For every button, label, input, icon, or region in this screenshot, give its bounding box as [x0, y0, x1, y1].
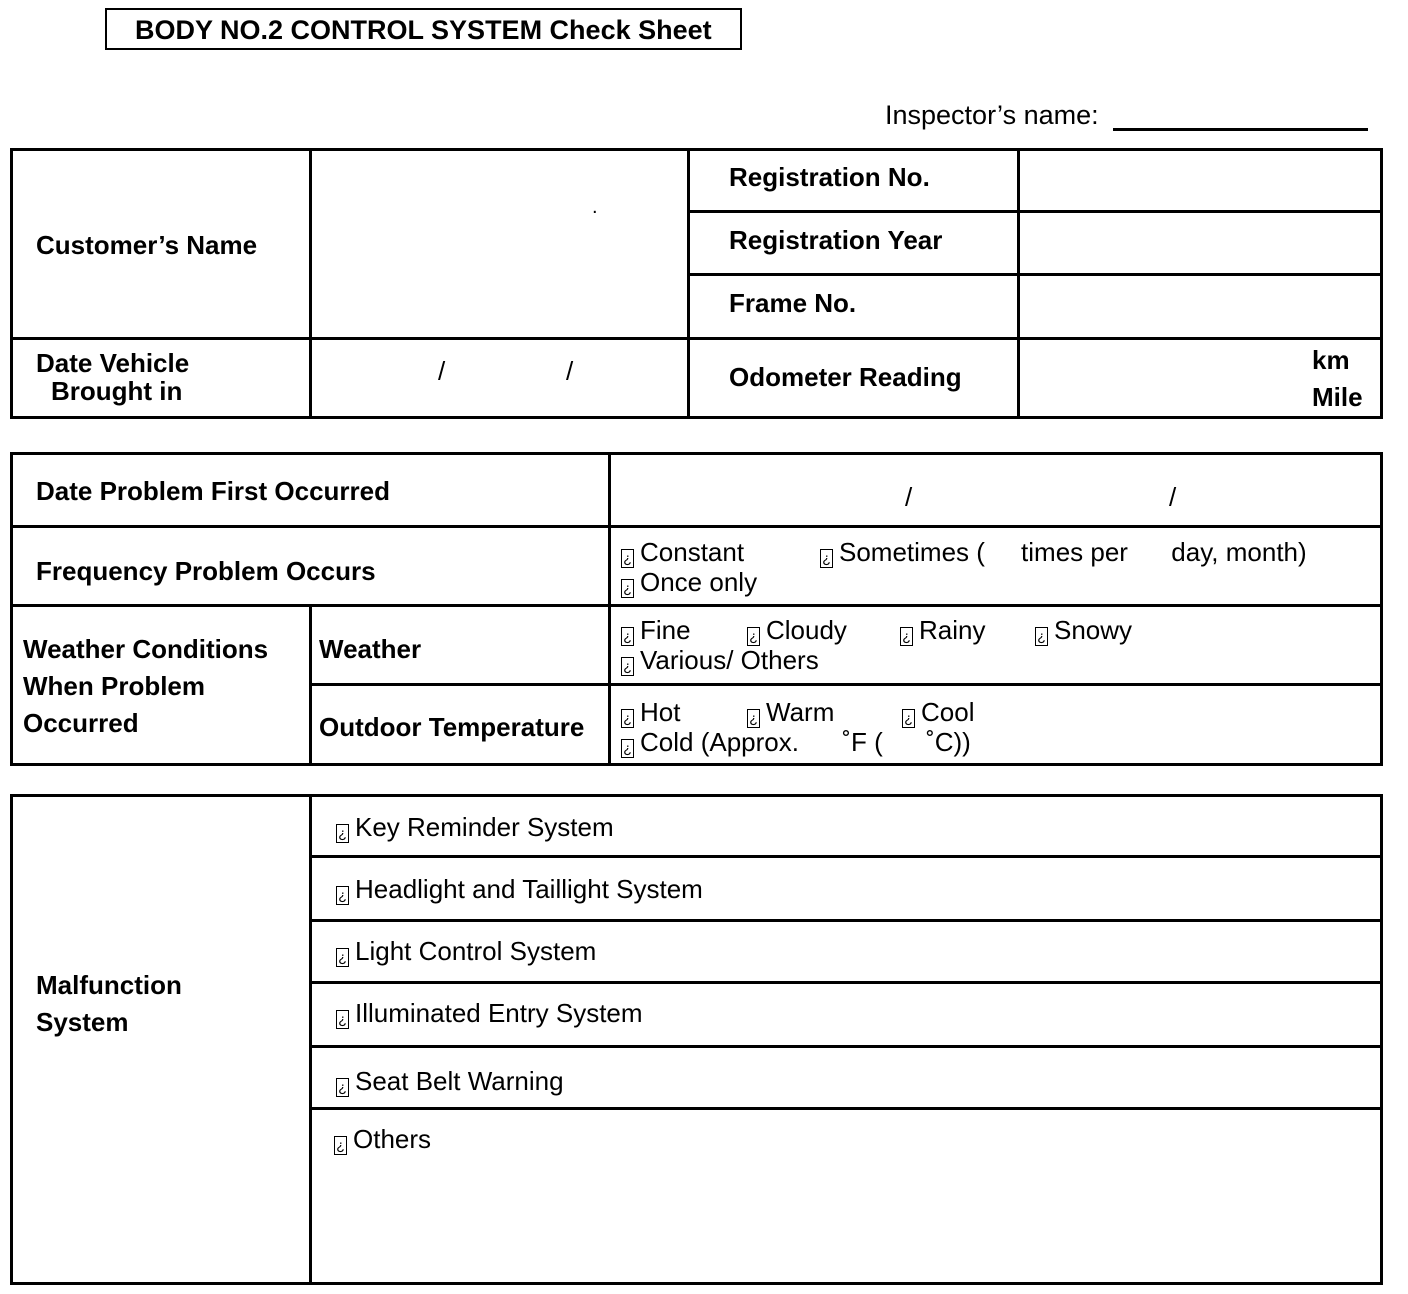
divider	[1017, 148, 1020, 419]
weather-conditions-line1: Weather Conditions	[23, 634, 269, 664]
inspector-label: Inspector’s name:	[885, 100, 1099, 130]
odometer-unit-km: km	[1312, 345, 1350, 375]
checkbox-icon[interactable]: ¿	[621, 627, 634, 646]
date-brought-line2: Brought in	[51, 376, 183, 406]
system-label: Illuminated Entry System	[355, 998, 643, 1028]
outdoor-temp-label: Outdoor Temperature	[319, 712, 585, 742]
checkbox-icon[interactable]: ¿	[334, 1136, 347, 1155]
weather-conditions-line2: When Problem	[23, 671, 206, 701]
date-brought-line1: Date Vehicle	[36, 348, 190, 378]
checkbox-icon[interactable]: ¿	[621, 579, 634, 598]
checkbox-icon[interactable]: ¿	[820, 549, 833, 568]
checkbox-icon[interactable]: ¿	[336, 1010, 349, 1029]
weather-cloudy-text: Cloudy	[766, 615, 847, 645]
temp-hot-option[interactable]	[621, 697, 680, 728]
frame-no-label: Frame No.	[729, 288, 857, 318]
divider	[608, 452, 611, 766]
divider	[309, 1045, 1383, 1048]
system-label: Others	[353, 1124, 432, 1154]
date-first-label: Date Problem First Occurred	[36, 476, 390, 506]
freq-once-text: Once only	[640, 567, 758, 597]
frequency-label: Frequency Problem Occurs	[36, 556, 376, 586]
divider	[309, 794, 312, 1285]
system-key-reminder-option[interactable]	[336, 812, 614, 843]
freq-constant-option[interactable]	[621, 537, 744, 568]
date-slash-1: /	[438, 356, 446, 386]
first-date-slash-1: /	[905, 482, 913, 512]
malfunction-label	[36, 967, 182, 1041]
checkbox-icon[interactable]: ¿	[902, 709, 915, 728]
date-brought-label	[36, 349, 189, 405]
checkbox-icon[interactable]: ¿	[336, 886, 349, 905]
system-label: Key Reminder System	[355, 812, 614, 842]
checkbox-icon[interactable]: ¿	[621, 657, 634, 676]
weather-other-text: Various/ Others	[640, 645, 819, 675]
freq-sometimes-text: Sometimes ( times per day, month)	[839, 537, 1307, 567]
system-label: Headlight and Taillight System	[355, 874, 703, 904]
checkbox-icon[interactable]: ¿	[621, 739, 634, 758]
sheet-title: BODY NO.2 CONTROL SYSTEM Check Sheet	[105, 8, 742, 50]
temp-warm-option[interactable]	[747, 697, 834, 728]
system-label: Seat Belt Warning	[355, 1066, 564, 1096]
weather-conditions-line3: Occurred	[23, 708, 139, 738]
checkbox-icon[interactable]: ¿	[1035, 627, 1048, 646]
checkbox-icon[interactable]: ¿	[336, 948, 349, 967]
malfunction-table	[10, 794, 1383, 1285]
checkbox-icon[interactable]: ¿	[747, 709, 760, 728]
date-slash-2: /	[566, 356, 574, 386]
temp-cold-option[interactable]	[621, 727, 971, 758]
freq-constant-text: Constant	[640, 537, 745, 567]
weather-snowy-text: Snowy	[1054, 615, 1133, 645]
registration-no-field[interactable]	[1022, 152, 1378, 208]
divider	[309, 981, 1383, 984]
odometer-unit-mile: Mile	[1312, 382, 1363, 412]
temp-cool-option[interactable]	[902, 697, 974, 728]
customer-name-label: Customer’s Name	[36, 230, 258, 260]
weather-cloudy-option[interactable]	[747, 615, 847, 646]
checkbox-icon[interactable]: ¿	[900, 627, 913, 646]
divider	[10, 604, 1383, 607]
divider	[309, 1107, 1383, 1110]
weather-snowy-option[interactable]	[1035, 615, 1132, 646]
divider	[309, 683, 1383, 686]
weather-conditions-label	[23, 631, 268, 742]
system-others-option[interactable]	[334, 1124, 431, 1155]
freq-sometimes-option[interactable]	[820, 537, 1307, 568]
weather-rainy-text: Rainy	[919, 615, 986, 645]
checkbox-icon[interactable]: ¿	[747, 627, 760, 646]
customer-name-field[interactable]: .	[592, 196, 598, 218]
inspector-name-field[interactable]	[1113, 128, 1368, 131]
system-label: Light Control System	[355, 936, 597, 966]
weather-label: Weather	[319, 634, 422, 664]
registration-year-field[interactable]	[1022, 215, 1378, 271]
checkbox-icon[interactable]: ¿	[621, 549, 634, 568]
odometer-label: Odometer Reading	[729, 362, 962, 392]
weather-fine-text: Fine	[640, 615, 691, 645]
divider	[687, 273, 1383, 276]
temp-warm-text: Warm	[766, 697, 835, 727]
system-light-control-option[interactable]	[336, 936, 596, 967]
temp-hot-text: Hot	[640, 697, 681, 727]
malfunction-label-line2: System	[36, 1007, 129, 1037]
registration-year-label: Registration Year	[729, 225, 943, 255]
malfunction-label-line1: Malfunction	[36, 970, 182, 1000]
weather-fine-option[interactable]	[621, 615, 691, 646]
temp-cold-text: Cold (Approx. ˚F ( ˚C))	[640, 727, 971, 757]
system-headlight-option[interactable]	[336, 874, 703, 905]
divider	[10, 337, 1383, 340]
weather-other-option[interactable]	[621, 645, 819, 676]
weather-rainy-option[interactable]	[900, 615, 985, 646]
checkbox-icon[interactable]: ¿	[336, 1078, 349, 1097]
registration-no-label: Registration No.	[729, 162, 930, 192]
temp-cool-text: Cool	[921, 697, 975, 727]
divider	[687, 210, 1383, 213]
divider	[309, 855, 1383, 858]
divider	[687, 148, 690, 419]
system-illuminated-entry-option[interactable]	[336, 998, 643, 1029]
freq-once-option[interactable]	[621, 567, 757, 598]
checkbox-icon[interactable]: ¿	[621, 709, 634, 728]
checkbox-icon[interactable]: ¿	[336, 824, 349, 843]
system-seat-belt-option[interactable]	[336, 1066, 564, 1097]
divider	[309, 148, 312, 419]
first-date-slash-2: /	[1169, 482, 1177, 512]
divider	[309, 919, 1383, 922]
frame-no-field[interactable]	[1022, 278, 1378, 334]
divider	[10, 525, 1383, 528]
